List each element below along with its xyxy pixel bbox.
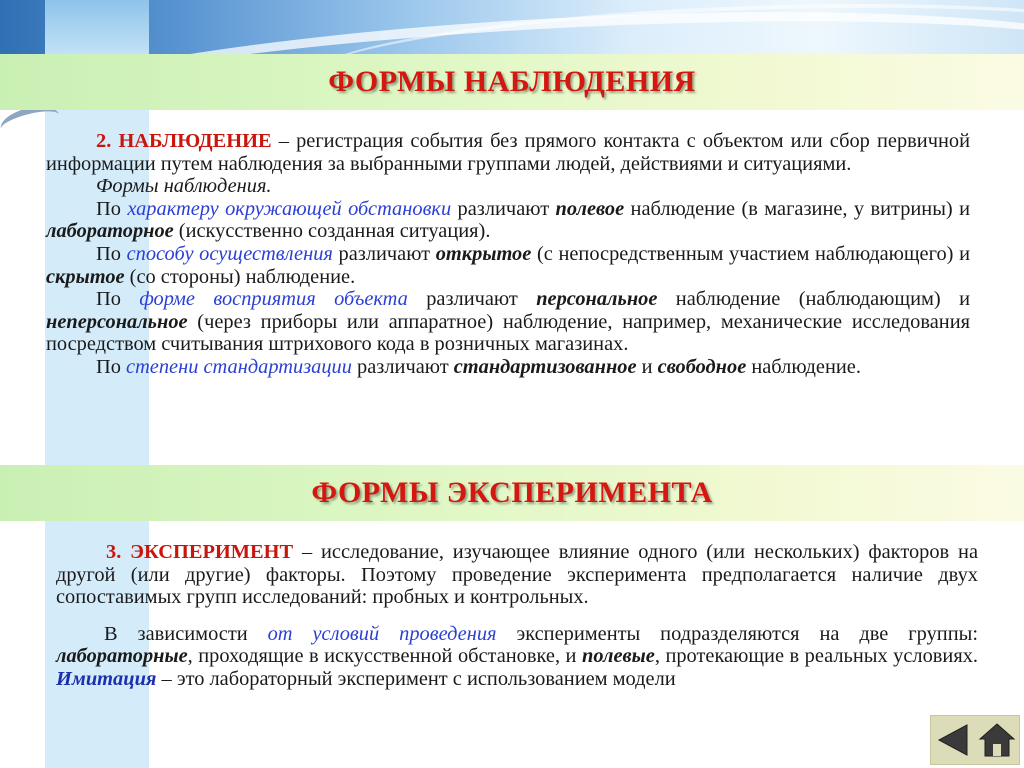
text-run: , проходящие в искусственной обстановке, и (187, 645, 582, 668)
key-term: лабораторные (56, 645, 188, 668)
experiment-definition (56, 541, 978, 609)
observation-by-standardization (46, 356, 970, 379)
observation-by-method (46, 243, 970, 288)
key-term: лабораторное (46, 220, 174, 243)
experiment-by-conditions (56, 623, 978, 691)
text-run: По (96, 197, 128, 220)
observation-definition (46, 130, 970, 175)
observation-number-heading: 2. НАБЛЮДЕНИЕ (96, 130, 272, 152)
text-run: эксперименты подразделяются на две группы: (496, 622, 978, 645)
observation-by-perception (46, 288, 970, 356)
key-term: стандартизованное (453, 355, 637, 378)
home-button[interactable] (977, 721, 1017, 759)
slide-navigation (930, 715, 1020, 765)
text-run: наблюдение (в магазине, у витрины) и (624, 197, 971, 220)
key-term: открытое (435, 242, 532, 265)
back-arrow-icon (935, 723, 971, 757)
text-run: , протекающие в реальных условиях. (654, 645, 978, 668)
criterion-term: характеру окружающей обстановки (127, 197, 452, 220)
observation-forms-heading (46, 175, 970, 198)
experiment-text-block (56, 541, 978, 691)
text-run: различают (351, 355, 454, 378)
text-run: наблюдение. (746, 355, 861, 378)
key-term: персональное (536, 288, 658, 311)
text-run: (искусственно созданная ситуация). (173, 220, 491, 243)
observation-by-environment (46, 198, 970, 243)
text-run: (со стороны) наблюдение. (124, 265, 356, 288)
text-run: различают (407, 288, 537, 311)
observation-forms-label: Формы наблюдения. (96, 175, 272, 198)
text-run: наблюдение (наблюдающим) и (657, 288, 970, 311)
section-title-observation: ФОРМЫ НАБЛЮДЕНИЯ (328, 65, 696, 98)
text-run: (с непосредственным участием наблюдающего) и (531, 242, 970, 265)
key-term: неперсональное (46, 310, 188, 333)
key-term: полевое (555, 197, 625, 220)
text-run: По (96, 242, 127, 265)
experiment-number-heading: 3. ЭКСПЕРИМЕНТ (106, 541, 294, 563)
criterion-term: способу осуществления (126, 242, 333, 265)
key-term-imitation: Имитация (56, 667, 157, 690)
observation-text-block (46, 130, 970, 379)
text-run: – это лабораторный эксперимент с использованием модели (156, 667, 676, 690)
observation-definition-text: – регистрация события без прямого контакта с объектом или сбор первичной информации путем наблюдения за выбранными группами людей, действиями и ситуациями. (46, 130, 970, 175)
section-title-experiment: ФОРМЫ ЭКСПЕРИМЕНТА (311, 476, 713, 509)
criterion-term: степени стандартизации (126, 355, 352, 378)
text-run: По (96, 288, 140, 311)
text-run: (через приборы или аппаратное) наблюдение, например, механические исследования посредством считывания штрихового кода в розничных магазинах. (46, 310, 970, 356)
key-term: полевые (581, 645, 655, 668)
home-icon (978, 722, 1016, 758)
criterion-term: от условий проведения (267, 622, 497, 645)
key-term: свободное (657, 355, 747, 378)
section-title-band-experiment (0, 465, 1024, 521)
experiment-definition-text: – исследование, изучающее влияние одного (или нескольких) факторов на другой (или другие) факторы. Поэтому проведение эксперимента предполагается наличие двух сопоставимых групп исследований: пробных и контрольных. (56, 541, 978, 609)
left-strip-top (45, 0, 149, 60)
text-run: различают (451, 197, 556, 220)
header-sky-decoration (0, 0, 1024, 60)
key-term: скрытое (46, 265, 125, 288)
section-title-band-observation (0, 54, 1024, 110)
text-run: В зависимости (104, 622, 268, 645)
criterion-term: форме восприятия объекта (139, 288, 408, 311)
text-run: различают (332, 242, 436, 265)
text-run: По (96, 355, 127, 378)
text-run: и (636, 355, 658, 378)
back-button[interactable] (933, 721, 973, 759)
